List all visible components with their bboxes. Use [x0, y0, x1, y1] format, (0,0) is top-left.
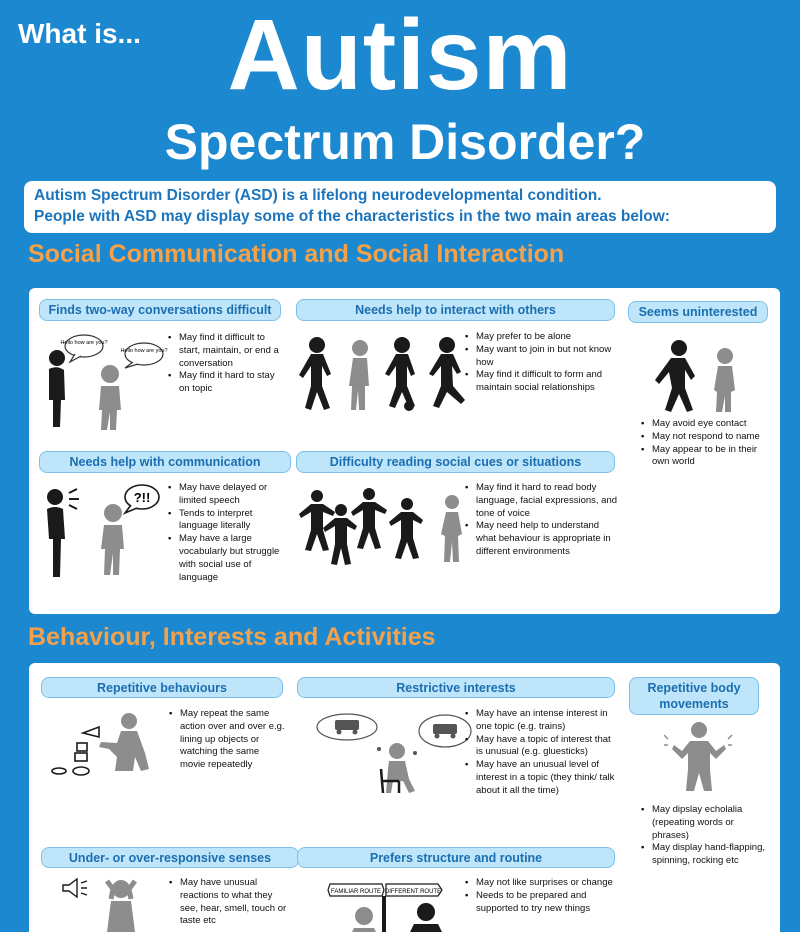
bubble-left-text: Hello how are you? — [60, 340, 108, 346]
card-title-uninterested: Seems uninterested — [628, 301, 768, 323]
card-title-repetitive-body-movements: Repetitive body movements — [629, 677, 759, 715]
bullet-item: • May dipslay echolalia (repeating words or phrases) — [641, 804, 771, 842]
card-title-conversations: Finds two-way conversations difficult — [39, 299, 281, 321]
thinking-about-trains-icon — [309, 709, 474, 793]
bullet-item: • May have a topic of interest that is unusual (e.g. gluesticks) — [465, 734, 617, 760]
bullet-item: • May find it difficult to start, maintain, or end a conversation — [168, 332, 286, 370]
section-heading-social: Social Communication and Social Interaction — [28, 240, 565, 268]
bullets-social-cues — [465, 482, 619, 559]
covering-ears-figure-icon — [59, 875, 155, 932]
card-title-interact: Needs help to interact with others — [296, 299, 615, 321]
bullet-item: • May appear to be in their own world — [641, 444, 771, 470]
bullet-item: • May have delayed or limited speech — [168, 482, 288, 508]
bullets-conversations — [168, 332, 286, 396]
bullet-item: • Needs to be prepared and supported to try new things — [465, 890, 617, 916]
group-dancing-figures-icon — [297, 488, 469, 568]
bullet-item: • May find it difficult to form and maintain social relationships — [465, 369, 619, 395]
bullet-item: • May repeat the same action over and over e.g. lining up objects or watching the same movie repeatedly — [169, 708, 287, 772]
card-title-structure-routine: Prefers structure and routine — [297, 847, 615, 868]
bullet-item: • May have an intense interest in one topic (e.g. trains) — [465, 708, 617, 734]
bullets-repetitive-behaviours — [169, 708, 287, 772]
bullet-item: • May find it hard to read body language, facial expressions, and tone of voice — [465, 482, 619, 520]
section-heading-behaviour: Behaviour, Interests and Activities — [28, 623, 436, 651]
hand-flapping-figure-icon — [664, 721, 734, 793]
bullets-interact — [465, 331, 619, 395]
bullet-item: • May have unusual reactions to what they see, hear, smell, touch or taste etc — [169, 877, 289, 928]
communication-figures-icon — [39, 483, 169, 581]
card-title-repetitive-behaviours: Repetitive behaviours — [41, 677, 283, 698]
card-title-social-cues: Difficulty reading social cues or situations — [296, 451, 615, 473]
sign-right-text: DIFFERENT ROUTE — [384, 889, 442, 895]
bullets-repetitive-body-movements — [641, 804, 771, 868]
bullet-item: • May have an unusual level of interest in a topic (they think/ talk about it all the time) — [465, 759, 617, 797]
title-kicker: What is... — [18, 18, 141, 49]
bullet-item: • May have a large vocabularly but struggle with social use of language — [168, 533, 288, 584]
bullet-item: • May find it hard to stay on topic — [168, 370, 286, 396]
bullet-item: • May prefer to be alone — [465, 331, 619, 344]
bullet-item: • May not respond to name — [641, 431, 771, 444]
social-panel — [29, 288, 780, 614]
card-title-restrictive-interests: Restrictive interests — [297, 677, 615, 698]
bullet-item: • May display hand-flapping, spinning, rocking etc — [641, 842, 771, 868]
lining-up-objects-icon — [43, 709, 163, 779]
sign-left-text: FAMILIAR ROUTE — [330, 889, 382, 895]
behaviour-panel — [29, 663, 780, 932]
bullet-item: • May not like surprises or change — [465, 877, 617, 890]
intro-line-2: People with ASD may display some of the characteristics in the two main areas below: — [34, 208, 670, 225]
route-signpost-icon — [324, 878, 466, 932]
bullets-senses — [169, 877, 289, 928]
bullets-uninterested — [641, 418, 771, 469]
card-title-senses: Under- or over-responsive senses — [41, 847, 299, 868]
bullets-structure-routine — [465, 877, 617, 915]
bullet-item: • May avoid eye contact — [641, 418, 771, 431]
card-title-communication: Needs help with communication — [39, 451, 291, 473]
uninterested-figures-icon — [649, 338, 749, 412]
intro-box — [24, 181, 776, 233]
bubble-text: ?!! — [133, 490, 151, 505]
bubble-right-text: Hello how are you? — [120, 348, 168, 354]
page-subtitle: Spectrum Disorder? — [164, 114, 646, 170]
bullet-item: • Tends to interpret language literally — [168, 508, 288, 534]
conversation-figures-icon — [37, 332, 175, 430]
bullets-communication — [168, 482, 288, 584]
bullet-item: • May want to join in but not know how — [465, 344, 619, 370]
bullets-restrictive-interests — [465, 708, 617, 798]
page-title: Autism — [227, 0, 573, 111]
intro-line-1: Autism Spectrum Disorder (ASD) is a lifelong neurodevelopmental condition. — [34, 187, 602, 204]
bullet-item: • May need help to understand what behaviour is appropriate in different environments — [465, 520, 619, 558]
group-play-figures-icon — [297, 332, 469, 412]
